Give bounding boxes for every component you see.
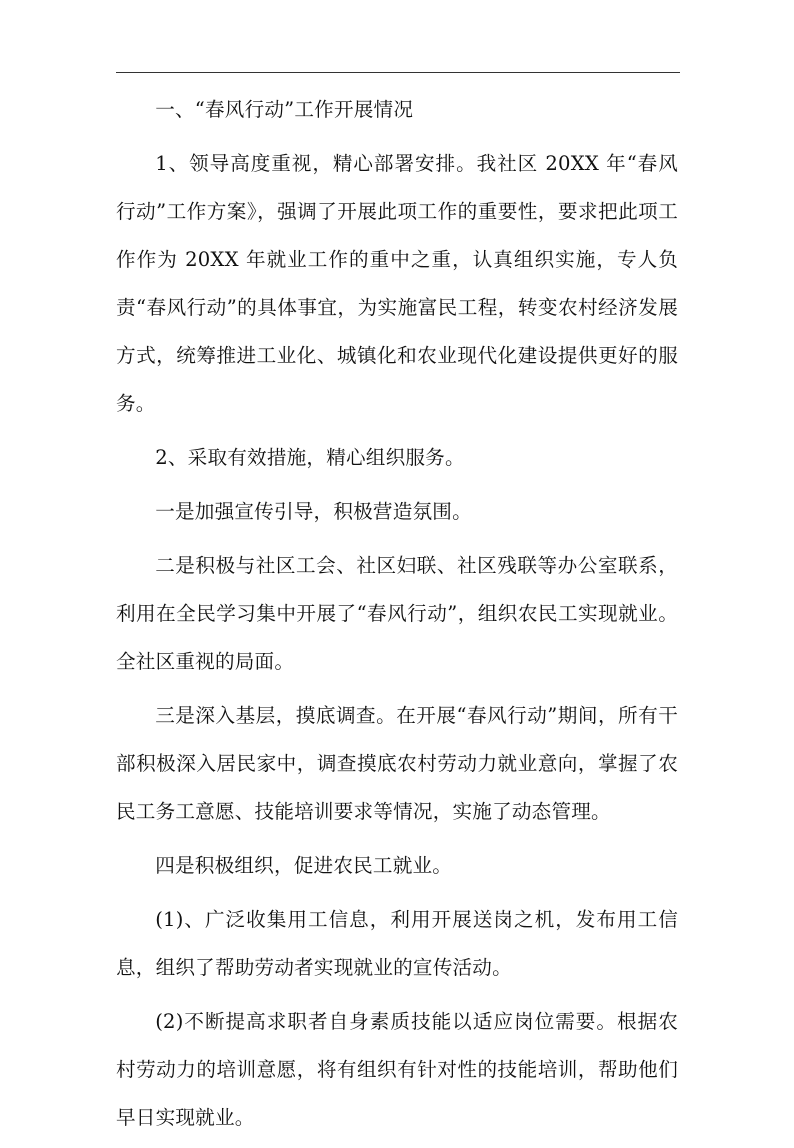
document-body (116, 86, 678, 1148)
paragraph-organize: 四是积极组织，促进农民工就业。 (155, 854, 453, 877)
paragraph-coordination: 二是积极与社区工会、社区妇联、社区残联等办公室联系，利用在全民学习集中开展了“春风行动”，组织农民工实现就业。全社区重视的局面。 (116, 554, 678, 673)
paragraph-publicity: 一是加强宣传引导，积极营造氛围。 (155, 500, 472, 523)
header-rule (116, 72, 680, 73)
paragraph-survey: 三是深入基层，摸底调查。在开展“春风行动”期间，所有干部积极深入居民家中，调查摸底农村劳动力就业意向，掌握了农民工务工意愿、技能培训要求等情况，实施了动态管理。 (116, 704, 678, 823)
paragraph-item-1: (1)、广泛收集用工信息，利用开展送岗之机，发布用工信息，组织了帮助劳动者实现就业的宣传活动。 (116, 908, 678, 979)
section-heading: 一、“春风行动”工作开展情况 (155, 98, 414, 121)
paragraph-measures: 2、采取有效措施，精心组织服务。 (155, 446, 465, 469)
paragraph-item-2: (2)不断提高求职者自身素质技能以适应岗位需要。根据农村劳动力的培训意愿，将有组织有针对性的技能培训，帮助他们早日实现就业。 (116, 1010, 678, 1129)
paragraph-leadership: 1、领导高度重视，精心部署安排。我社区 20XX 年“春风行动”工作方案》，强调了开展此项工作的重要性，要求把此项工作作为 20XX 年就业工作的重中之重，认真组织实施，专人负责“春风行动”的具体事宜，为实施富民工程，转变农村经济发展方式，统筹推进工业化、城镇化和农业现代化建设提供更好的服务。 (116, 152, 678, 415)
